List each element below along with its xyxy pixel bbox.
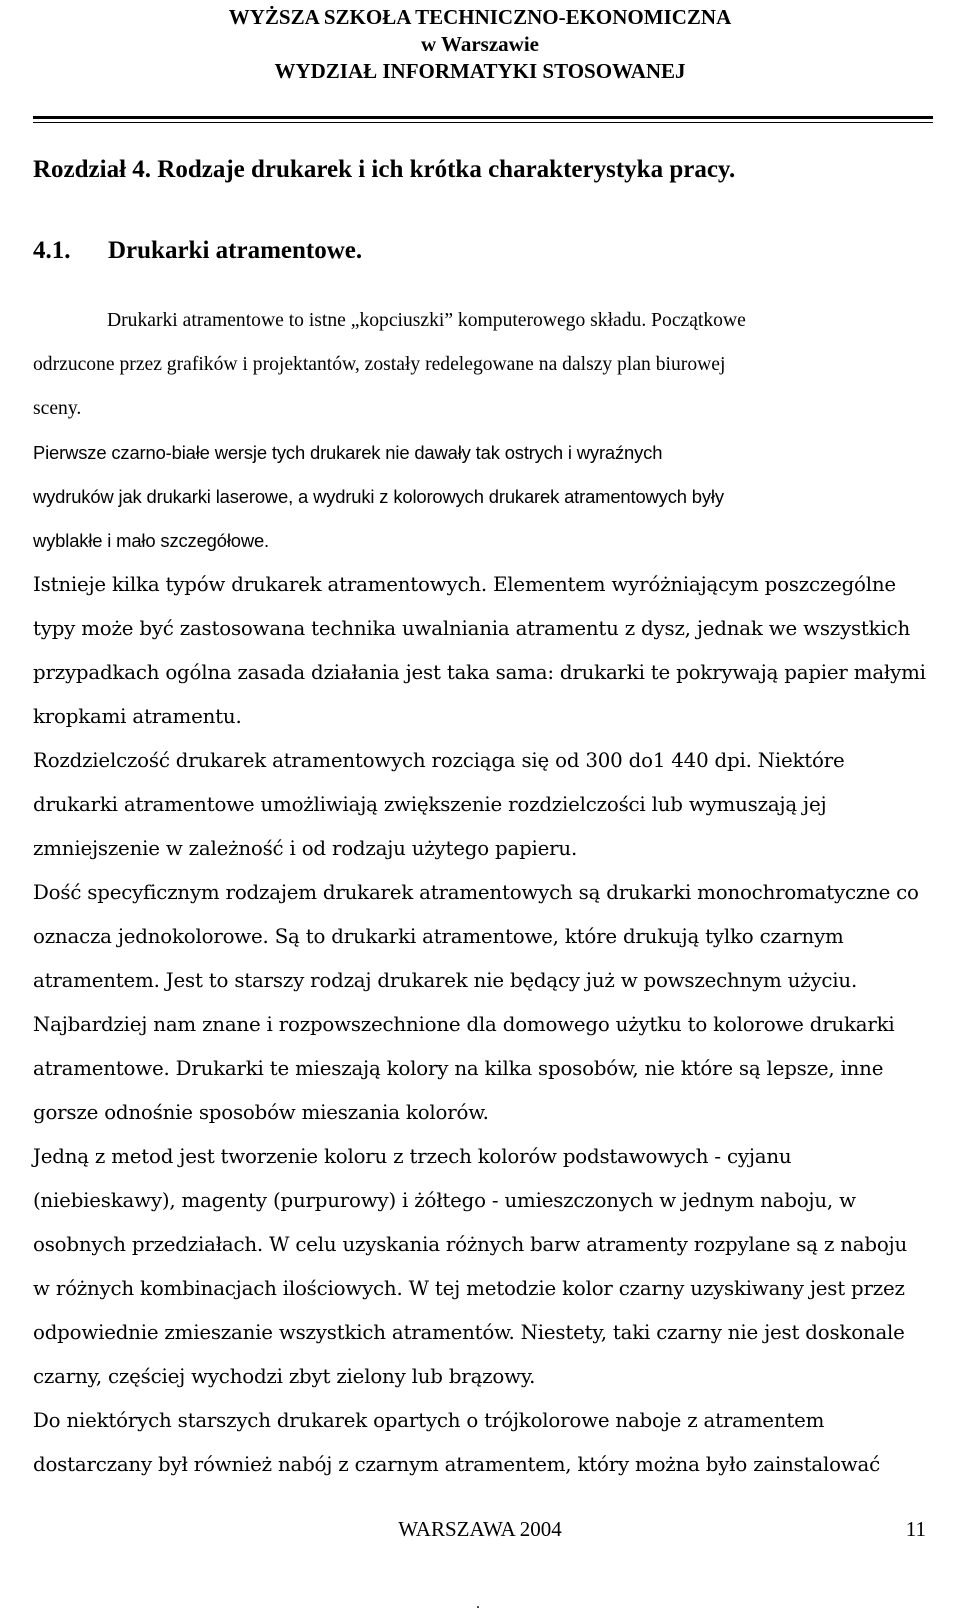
section-heading	[33, 236, 362, 266]
body-text	[33, 299, 933, 1487]
body-line: dostarczany był również nabój z czarnym atramentem, który można było zainstalować	[33, 1453, 881, 1476]
document-header	[0, 4, 960, 85]
footer-city-year: WARSZAWA 2004	[398, 1517, 562, 1541]
body-line: Dość specyficznym rodzajem drukarek atramentowych są drukarki monochromatyczne co	[33, 881, 919, 904]
header-city: w Warszawie	[420, 32, 539, 56]
body-line: wyblakłe i mało szczegółowe.	[33, 530, 270, 551]
body-line: odrzucone przez grafików i projektantów, zostały redelegowane na dalszy plan biurowej	[33, 354, 726, 375]
header-institution: WYŻSZA SZKOŁA TECHNICZNO-EKONOMICZNA	[228, 5, 732, 29]
body-line: (niebieskawy), magenty (purpurowy) i żółtego - umieszczonych w jednym naboju, w	[33, 1189, 856, 1212]
body-line: kropkami atramentu.	[33, 705, 242, 728]
body-line: Pierwsze czarno-białe wersje tych drukarek nie dawały tak ostrych i wyraźnych	[33, 442, 663, 463]
body-line: wydruków jak drukarki laserowe, a wydruki z kolorowych drukarek atramentowych były	[33, 486, 724, 507]
header-rule-thin	[33, 122, 933, 123]
body-line: Drukarki atramentowe to istne „kopciuszki” komputerowego składu. Początkowe	[107, 310, 746, 331]
body-line: w różnych kombinacjach ilościowych. W tej metodzie kolor czarny uzyskiwany jest przez	[33, 1277, 905, 1300]
body-line: Do niektórych starszych drukarek opartych o trójkolorowe naboje z atramentem	[33, 1409, 825, 1432]
body-line: sceny.	[33, 398, 82, 419]
body-line: Jedną z metod jest tworzenie koloru z trzech kolorów podstawowych - cyjanu	[33, 1145, 792, 1168]
header-rule-thick	[33, 116, 933, 119]
chapter-title: Rozdział 4. Rodzaje drukarek i ich krótka charakterystyka pracy.	[33, 156, 736, 183]
page-number: 11	[905, 1517, 926, 1541]
body-line: osobnych przedziałach. W celu uzyskania różnych barw atramenty rozpylane są z naboju	[33, 1233, 908, 1256]
header-faculty: WYDZIAŁ INFORMATYKI STOSOWANEJ	[274, 59, 686, 83]
body-line: gorsze odnośnie sposobów mieszania kolorów.	[33, 1101, 489, 1124]
body-line: czarny, częściej wychodzi zbyt zielony lub brązowy.	[33, 1365, 536, 1388]
body-line: oznacza jednokolorowe. Są to drukarki atramentowe, które drukują tylko czarnym	[33, 925, 844, 948]
body-line: drukarki atramentowe umożliwiają zwiększenie rozdzielczości lub wymuszają jej	[33, 793, 827, 816]
body-line: atramentowe. Drukarki te mieszają kolory na kilka sposobów, nie które są lepsze, inne	[33, 1057, 884, 1080]
body-line: Najbardziej nam znane i rozpowszechnione dla domowego użytku to kolorowe drukarki	[33, 1013, 895, 1036]
body-line: atramentem. Jest to starszy rodzaj drukarek nie będący już w powszechnym użyciu.	[33, 969, 858, 992]
body-line: przypadkach ogólna zasada działania jest taka sama: drukarki te pokrywają papier małymi	[33, 661, 926, 684]
section-title: Drukarki atramentowe.	[108, 237, 363, 264]
body-line: Rozdzielczość drukarek atramentowych rozciąga się od 300 do1 440 dpi. Niektóre	[33, 749, 845, 772]
body-line: odpowiednie zmieszanie wszystkich atramentów. Niestety, taki czarny nie jest doskonale	[33, 1321, 905, 1344]
section-number: 4.1.	[33, 237, 71, 264]
trailing-mark: .	[476, 1595, 480, 1612]
body-line: zmniejszenie w zależność i od rodzaju użytego papieru.	[33, 837, 578, 860]
body-line: typy może być zastosowana technika uwalniania atramentu z dysz, jednak we wszystkich	[33, 617, 910, 640]
body-line: Istnieje kilka typów drukarek atramentowych. Elementem wyróżniającym poszczególne	[33, 573, 896, 596]
